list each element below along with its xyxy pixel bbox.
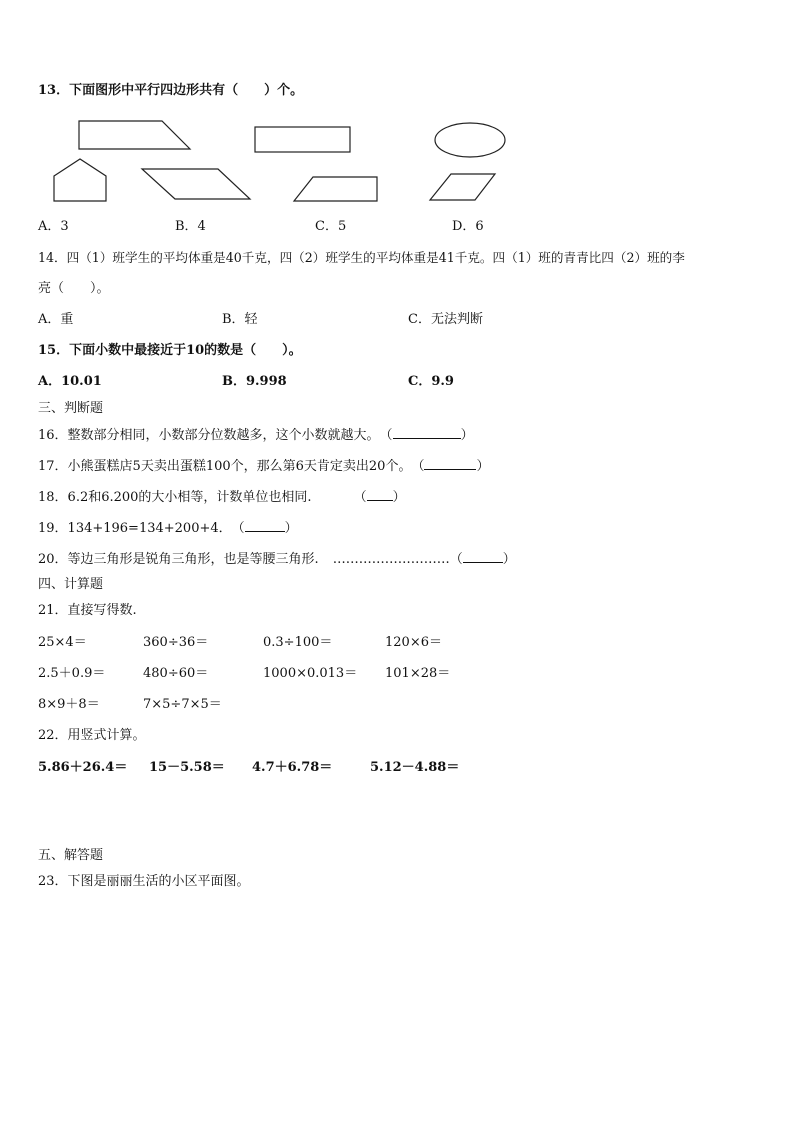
q21-item: 2.5＋0.9＝ <box>38 666 106 681</box>
q22-item: 4.7＋6.78＝ <box>252 760 333 775</box>
q13-option-a[interactable]: A．3 <box>38 219 69 234</box>
section-4-heading: 四、计算题 <box>38 577 104 592</box>
q22-item: 5.12－4.88＝ <box>370 760 460 775</box>
shape-trapezoid <box>79 121 190 149</box>
q22-item: 15－5.58＝ <box>149 760 225 775</box>
section-3-heading: 三、判断题 <box>38 401 104 416</box>
q21-item: 360÷36＝ <box>143 635 209 650</box>
q14-stem-line1: 14．四（1）班学生的平均体重是40千克，四（2）班学生的平均体重是41千克。四（1）班的青青比四（2）班的李 <box>38 250 685 265</box>
q18-open: （ <box>353 490 367 505</box>
q16-close: ） <box>460 428 474 443</box>
q14-option-a[interactable]: A．重 <box>38 312 74 327</box>
q13-option-c[interactable]: C．5 <box>315 219 347 234</box>
q16-open: （ <box>379 428 393 443</box>
q20-answer-blank[interactable] <box>463 550 503 563</box>
q14-option-c[interactable]: C．无法判断 <box>408 312 483 327</box>
q21-item: 8×9＋8＝ <box>38 697 100 712</box>
q21-item: 1000×0.013＝ <box>263 666 358 681</box>
q21-item: 480÷60＝ <box>143 666 209 681</box>
q17-open: （ <box>411 459 425 474</box>
q14-stem-line2: 亮（ ）。 <box>38 281 110 296</box>
q21-item: 120×6＝ <box>385 635 442 650</box>
q18-row <box>38 488 406 506</box>
q15-option-a[interactable]: A．10.01 <box>38 374 102 389</box>
q21-item: 0.3÷100＝ <box>263 635 333 650</box>
q16-text: 16．整数部分相同，小数部分位数越多，这个小数就越大。 <box>38 428 380 443</box>
q15-stem: 15．下面小数中最接近于10的数是（ ）。 <box>38 343 302 358</box>
shape-rectangle <box>255 127 350 152</box>
q23-stem: 23．下图是丽丽生活的小区平面图。 <box>38 874 250 889</box>
q16-row <box>38 426 474 444</box>
q20-dots: ……………………… <box>332 552 450 567</box>
q20-open: （ <box>449 552 463 567</box>
q20-row <box>38 550 516 568</box>
q19-row <box>38 519 298 537</box>
q13-stem: 13．下面图形中平行四边形共有（ ）个。 <box>38 83 304 98</box>
q17-row <box>38 457 489 475</box>
shape-parallelogram-1 <box>142 169 250 199</box>
q22-item: 5.86＋26.4＝ <box>38 760 128 775</box>
q17-close: ） <box>476 459 490 474</box>
q22-stem: 22．用竖式计算。 <box>38 728 146 743</box>
q21-item: 101×28＝ <box>385 666 451 681</box>
q20-close: ） <box>502 552 516 567</box>
q18-text: 18．6.2和6.200的大小相等，计数单位也相同. <box>38 490 312 505</box>
q19-close: ） <box>284 521 298 536</box>
q17-text: 17．小熊蛋糕店5天卖出蛋糕100个，那么第6天肯定卖出20个。 <box>38 459 412 474</box>
shape-pentagon <box>54 159 106 201</box>
q15-option-b[interactable]: B．9.998 <box>222 374 287 389</box>
q19-open: （ <box>231 521 245 536</box>
q19-text: 19．134+196=134+200+4． <box>38 521 232 536</box>
q21-item: 25×4＝ <box>38 635 87 650</box>
q21-stem: 21．直接写得数. <box>38 603 137 618</box>
shape-ellipse <box>435 123 505 157</box>
q15-option-c[interactable]: C．9.9 <box>408 374 454 389</box>
q18-close: ） <box>392 490 406 505</box>
q17-answer-blank[interactable] <box>424 457 476 470</box>
section-5-heading: 五、解答题 <box>38 848 104 863</box>
q18-answer-blank[interactable] <box>367 488 393 501</box>
q19-answer-blank[interactable] <box>245 519 285 532</box>
q14-option-b[interactable]: B．轻 <box>222 312 258 327</box>
q21-item: 7×5÷7×5＝ <box>143 697 222 712</box>
q13-figures <box>0 0 794 220</box>
q16-answer-blank[interactable] <box>393 426 461 439</box>
q13-option-d[interactable]: D．6 <box>452 219 484 234</box>
shape-parallelogram-2 <box>294 177 377 201</box>
q20-text: 20．等边三角形是锐角三角形，也是等腰三角形. <box>38 552 319 567</box>
shape-rhombus <box>430 174 495 200</box>
q13-option-b[interactable]: B．4 <box>175 219 206 234</box>
